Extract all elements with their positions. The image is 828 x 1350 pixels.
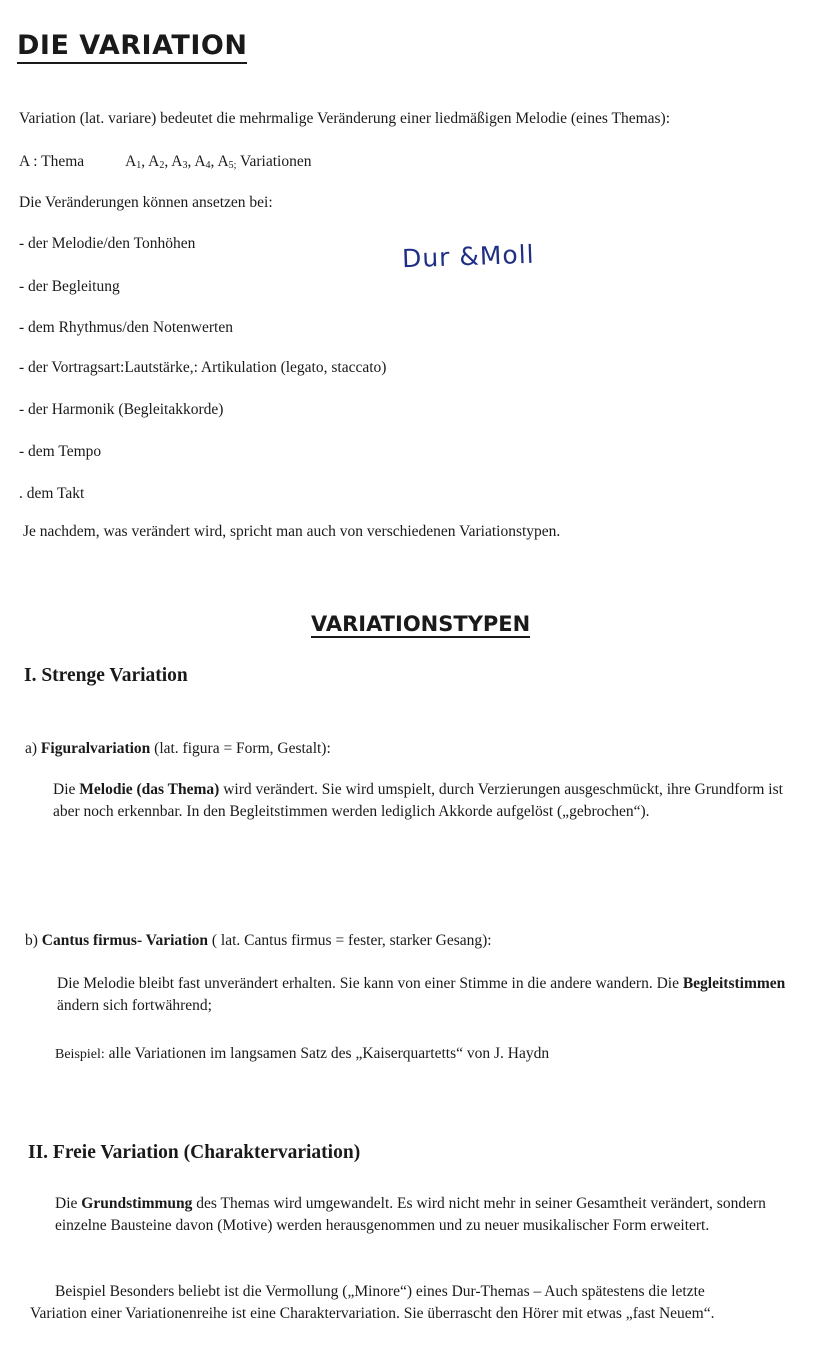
list-item: - der Vortragsart:Lautstärke,: Artikulation (legato, staccato) [19,359,387,376]
section2-heading: II. Freie Variation (Charaktervariation) [28,1142,361,1163]
section-heading: VARIATIONSTYPEN [311,612,531,636]
list-item: - der Begleitung [19,278,120,295]
variationen-label: Variationen [240,153,312,170]
page-title: DIE VARIATION [17,30,247,64]
term-figuralvariation: Figuralvariation [40,740,151,757]
list-item: - dem Tempo [19,443,102,460]
list-item: - der Melodie/den Tonhöhen [19,235,196,252]
variant-list: $A_1$, $A_2$, $A_3$, $A_4$, $A_{5;}$ [125,153,237,171]
example-label: Beispiel: [55,1047,105,1062]
thema-label: A : Thema [19,153,85,170]
types-intro: Je nachdem, was verändert wird, spricht man auch von verschiedenen Variationstypen. [23,523,561,540]
subsection-a-heading: a) Figuralvariation (lat. figura = Form, Gestalt): [25,740,331,757]
handwritten-note: Dur &Moll [401,239,536,274]
section1-heading: I. Strenge Variation [24,665,188,686]
subsection-b-heading: b) Cantus firmus- Variation ( lat. Cantus firmus = fester, starker Gesang): [25,932,492,949]
example-line: Beispiel: alle Variationen im langsamen Satz des „Kaiserquartetts“ von J. Haydn [55,1045,550,1062]
section2-example-line1: Beispiel Besonders beliebt ist die Vermollung („Minore“) eines Dur-Themas – Auch spätestens die letzte [55,1283,705,1300]
subsection-a-paragraph: Die Melodie (das Thema) wird verändert. Sie wird umspielt, durch Verzierungen ausgeschmückt, ihre Grundform ist aber noch erkennbar. In den Begleitstimmen werden lediglich Akkorde aufgelöst („gebrochen“). [53,781,783,820]
section2-paragraph: Die Grundstimmung des Themas wird umgewandelt. Es wird nicht mehr in seiner Gesamtheit verändert, sondern einzelne Bausteine davon (Motive) werden herausgenommen und zu neuer musikalischer Form erweitert. [55,1195,766,1234]
list-item: - der Harmonik (Begleitakkorde) [19,401,224,418]
section2-example-line2: Variation einer Variationenreihe ist eine Charaktervariation. Sie überrascht den Hörer mit etwas „fast Neuem“. [30,1305,715,1322]
subsection-b-paragraph: Die Melodie bleibt fast unverändert erhalten. Sie kann von einer Stimme in die andere wandern. Die Begleitstimmen ändern sich fortwährend; [57,975,786,1014]
term-cantus-firmus: Cantus firmus- Variation [41,932,209,949]
intro-text: Variation (lat. variare) bedeutet die mehrmalige Veränderung einer liedmäßigen Melodie (eines Themas): [19,110,671,127]
changes-intro: Die Veränderungen können ansetzen bei: [19,194,273,211]
list-item: . dem Takt [19,485,85,502]
thema-line [19,153,311,171]
list-item: - dem Rhythmus/den Notenwerten [19,319,233,336]
